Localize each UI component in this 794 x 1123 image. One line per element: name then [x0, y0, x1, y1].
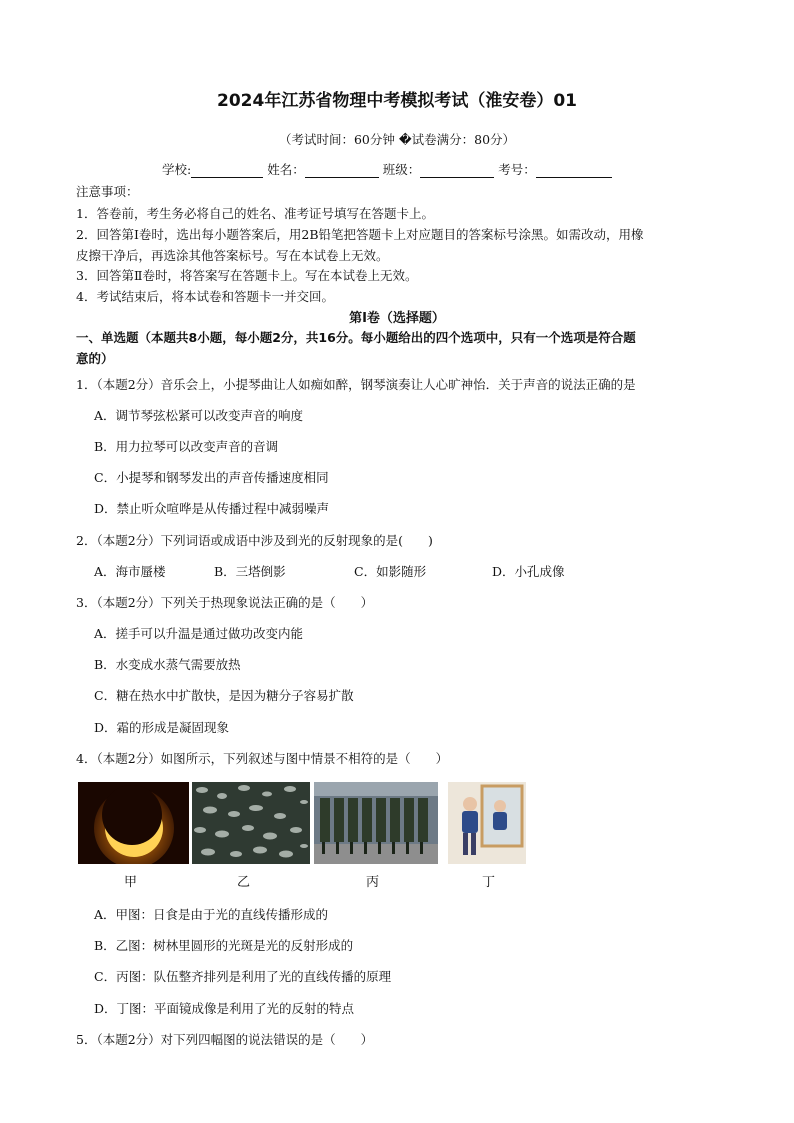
question-2-stem: 2．（本题2分）下列词语或成语中涉及到光的反射现象的是( ) [76, 533, 433, 548]
notice-item: 1．答卷前，考生务必将自己的姓名、准考证号填写在答题卡上。 [76, 206, 434, 221]
class-label: 班级： [382, 162, 421, 177]
notice-item: 3．回答第Ⅱ卷时，将答案写在答题卡上。写在本试卷上无效。 [76, 268, 418, 283]
exam-no-label: 考号： [498, 162, 536, 177]
figure-caption-jia: 甲 [124, 875, 138, 890]
question-4-option-d: D．丁图：平面镜成像是利用了光的反射的特点 [94, 1001, 355, 1016]
question-3-option-d: D．霜的形成是凝固现象 [94, 720, 230, 735]
question-5-stem: 5．（本题2分）对下列四幅图的说法错误的是（ ） [76, 1032, 374, 1047]
marching-troops-photo [314, 782, 438, 864]
mirror-child-photo [448, 782, 526, 864]
question-2-option-b: B．三塔倒影 [214, 564, 286, 579]
exam-subtitle: （考试时间：60分钟 �试卷满分：80分） [278, 132, 516, 147]
notice-item: 2．回答第Ⅰ卷时，选出每小题答案后，用2B铅笔把答题卡上对应题目的答案标号涂黑。如需改动，用橡 [76, 227, 644, 242]
figure-caption-bing: 丙 [366, 875, 380, 890]
question-2-option-a: A．海市蜃楼 [94, 564, 166, 579]
question-2-option-c: C．如影随形 [354, 564, 427, 579]
school-label: 学校: [162, 162, 192, 177]
question-3-stem: 3．（本题2分）下列关于热现象说法正确的是（ ） [76, 595, 374, 610]
question-4-option-a: A．甲图：日食是由于光的直线传播形成的 [94, 907, 329, 922]
question-3-option-a: A．搓手可以升温是通过做功改变内能 [94, 626, 304, 641]
exam-title: 2024年江苏省物理中考模拟考试（淮安卷）01 [217, 91, 577, 111]
section-instruction: 一、单选题（本题共8小题，每小题2分，共16分。每小题给出的四个选项中，只有一个选项是符合题 [76, 330, 636, 345]
school-blank[interactable] [191, 163, 263, 178]
question-1-option-d: D．禁止听众喧哗是从传播过程中减弱噪声 [94, 501, 330, 516]
question-1-option-a: A．调节琴弦松紧可以改变声音的响度 [94, 408, 304, 423]
question-1-option-b: B．用力拉琴可以改变声音的音调 [94, 439, 279, 454]
name-blank[interactable] [305, 163, 379, 178]
question-1-option-c: C．小提琴和钢琴发出的声音传播速度相同 [94, 470, 329, 485]
notice-item: 4．考试结束后，将本试卷和答题卡一并交回。 [76, 289, 334, 304]
notice-heading: 注意事项： [76, 184, 139, 199]
eclipse-photo [78, 782, 189, 864]
question-4-option-c: C．丙图：队伍整齐排列是利用了光的直线传播的原理 [94, 969, 392, 984]
notice-item: 皮擦干净后，再选涂其他答案标号。写在本试卷上无效。 [76, 248, 389, 263]
section-title: 第Ⅰ卷（选择题） [349, 311, 445, 326]
question-2-option-d: D．小孔成像 [492, 564, 565, 579]
question-3-option-c: C．糖在热水中扩散快，是因为糖分子容易扩散 [94, 688, 354, 703]
question-3-option-b: B．水变成水蒸气需要放热 [94, 657, 241, 672]
student-info-fields [162, 160, 612, 178]
figure-caption-ding: 丁 [482, 875, 496, 890]
question-1-stem: 1．（本题2分）音乐会上，小提琴曲让人如痴如醉，钢琴演奏让人心旷神怡．关于声音的说法正确的是 [76, 377, 636, 392]
light-spots-photo [192, 782, 310, 864]
section-instruction-cont: 意的） [76, 351, 114, 366]
name-label: 姓名： [267, 162, 305, 177]
question-4-option-b: B．乙图：树林里圆形的光斑是光的反射形成的 [94, 938, 354, 953]
question-4-stem: 4．（本题2分）如图所示，下列叙述与图中情景不相符的是（ ） [76, 751, 449, 766]
figure-caption-yi: 乙 [237, 875, 251, 890]
class-blank[interactable] [420, 163, 494, 178]
exam-no-blank[interactable] [536, 163, 612, 178]
